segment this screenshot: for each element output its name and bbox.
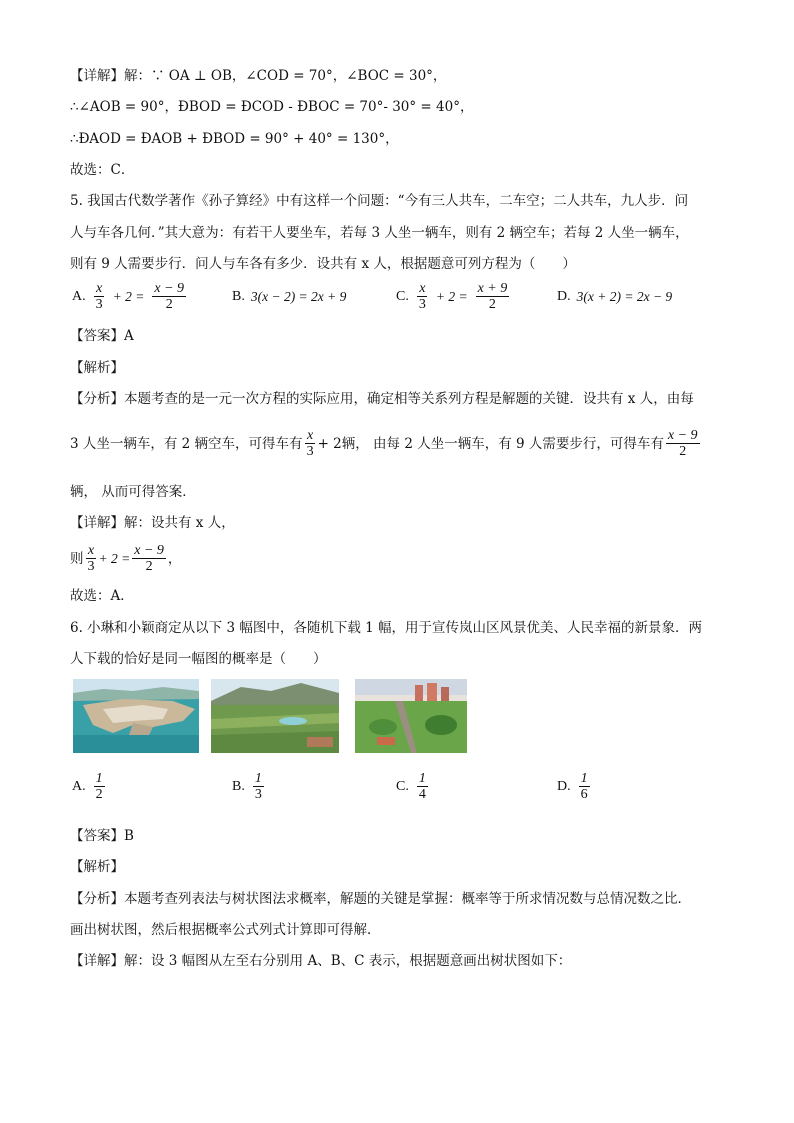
option-label: B. [232,778,245,794]
detail-tag: 【详解】 [70,68,124,84]
q5-analysis-tag: 【解析】 [70,360,124,376]
q5-text-line-2: 人与车各几何．”其大意为：有若干人要坐车，若每 3 人坐一辆车，则有 2 辆空车；若每 2 人坐一辆车， [70,225,689,241]
fraction: $\frac{x}{3}$ [306,428,314,459]
option-label: D. [557,778,571,794]
fraction: $\frac{x - 9}{2}$ [134,543,164,574]
option-label: A. [72,778,86,794]
q5-fenxi-line-3: 辆， 从而可得答案． [70,484,196,500]
answer-value: B [124,828,134,844]
q5-option-a: A. $\frac{x}{3}$ + 2 = $\frac{x - 9}{2}$ [72,281,185,312]
option-label: B. [232,289,245,304]
answer-value: A [124,328,134,344]
q5-text-line-1: 5. 我国古代数学著作《孙子算经》中有这样一个问题：“今有三人共车，二车空；二人共车，九人步．问 [70,193,689,209]
fraction: $\frac{1}{4}$ [418,771,426,802]
fraction: $\frac{x - 9}{2}$ [667,428,698,459]
q5-answer [70,326,134,346]
q5-detail-line-1: 【详解】解：设共有 x 人， [70,515,235,531]
q6-option-d [557,771,592,802]
q6-text-line-2: 人下载的恰好是同一幅图的概率是（ ） [70,651,327,667]
fenxi-tag: 【分析】 [70,891,124,907]
solution-line-1 [70,66,446,86]
option-label: A. [72,288,86,304]
solution-text: 解：∵ OA ⊥ OB，∠COD = 70°，∠BOC = 30°， [124,68,447,84]
fraction: $\frac{x + 9}{2}$ [477,281,508,312]
q6-option-b [232,771,266,802]
q5-option-b: B. 3(x − 2) = 2x + 9 [232,289,347,304]
solution-line-4: 故选：C． [70,162,135,178]
q5-fenxi-line-1: 【分析】本题考查的是一元一次方程的实际应用，确定相等关系列方程是解题的关键．设共有 x 人，由每 [70,391,694,407]
fraction: $\frac{1}{2}$ [95,771,103,802]
q5-text-line-3: 则有 9 人需要步行．问人与车各有多少．设共有 x 人，根据题意可列方程为（ ） [70,256,576,272]
fenxi-tag: 【分析】 [70,391,124,407]
answer-tag: 【答案】 [70,828,124,844]
q6-detail-line-1: 【详解】解：设 3 幅图从左至右分别用 A、B、C 表示，根据题意画出树状图如下： [70,953,572,969]
option-label: C. [396,778,409,794]
q6-option-a [72,771,107,802]
photo-coastal-city [73,679,199,753]
photo-green-hills [211,679,339,753]
detail-tag: 【详解】 [70,515,124,531]
q5-detail-line-3: 故选：A． [70,588,134,604]
fraction: $\frac{1}{3}$ [254,771,262,802]
q6-option-c [396,771,430,802]
detail-tag: 【详解】 [70,953,124,969]
q5-option-c: C. $\frac{x}{3}$ + 2 = $\frac{x + 9}{2}$ [396,281,508,312]
solution-line-3: ∴ÐAOD = ÐAOB + ÐBOD = 90° + 40° = 130°， [70,131,399,147]
solution-line-2: ∴∠AOB = 90°，ÐBOD = ÐCOD - ÐBOC = 70°- 30° = 40°， [70,99,474,115]
fraction: $\frac{x}{3}$ [418,281,426,312]
fraction: $\frac{x - 9}{2}$ [154,281,185,312]
q5-fenxi-line-2: 3 人坐一辆车，有 2 辆空车，可得车有 $\frac{x}{3}$ + 2辆， 由每 2 人坐一辆车，有 9 人需要步行，可得车有 $\frac{x - 9}{2}$ [70,428,698,459]
q5-option-d: D. 3(x + 2) = 2x − 9 [557,289,673,304]
option-label: C. [396,288,409,304]
fraction: $\frac{x}{3}$ [95,281,103,312]
photo-city-park [355,679,467,753]
option-label: D. [557,289,571,304]
q6-analysis-tag: 【解析】 [70,859,124,875]
q6-fenxi-line-1: 【分析】本题考查列表法与树状图法求概率，解题的关键是掌握：概率等于所求情况数与总情况数之比． [70,891,691,907]
q6-text-line-1: 6. 小琳和小颖商定从以下 3 幅图中，各随机下载 1 幅，用于宣传岚山区风景优美、人民幸福的新景象．两 [70,620,703,636]
q5-detail-line-2: 则 $\frac{x}{3}$ + 2 = $\frac{x - 9}{2}$ ， [70,543,182,574]
fraction: $\frac{x}{3}$ [87,543,95,574]
q6-answer [70,826,134,846]
fraction: $\frac{1}{6}$ [580,771,588,802]
answer-tag: 【答案】 [70,328,124,344]
q6-fenxi-line-2: 画出树状图，然后根据概率公式列式计算即可得解． [70,922,381,938]
